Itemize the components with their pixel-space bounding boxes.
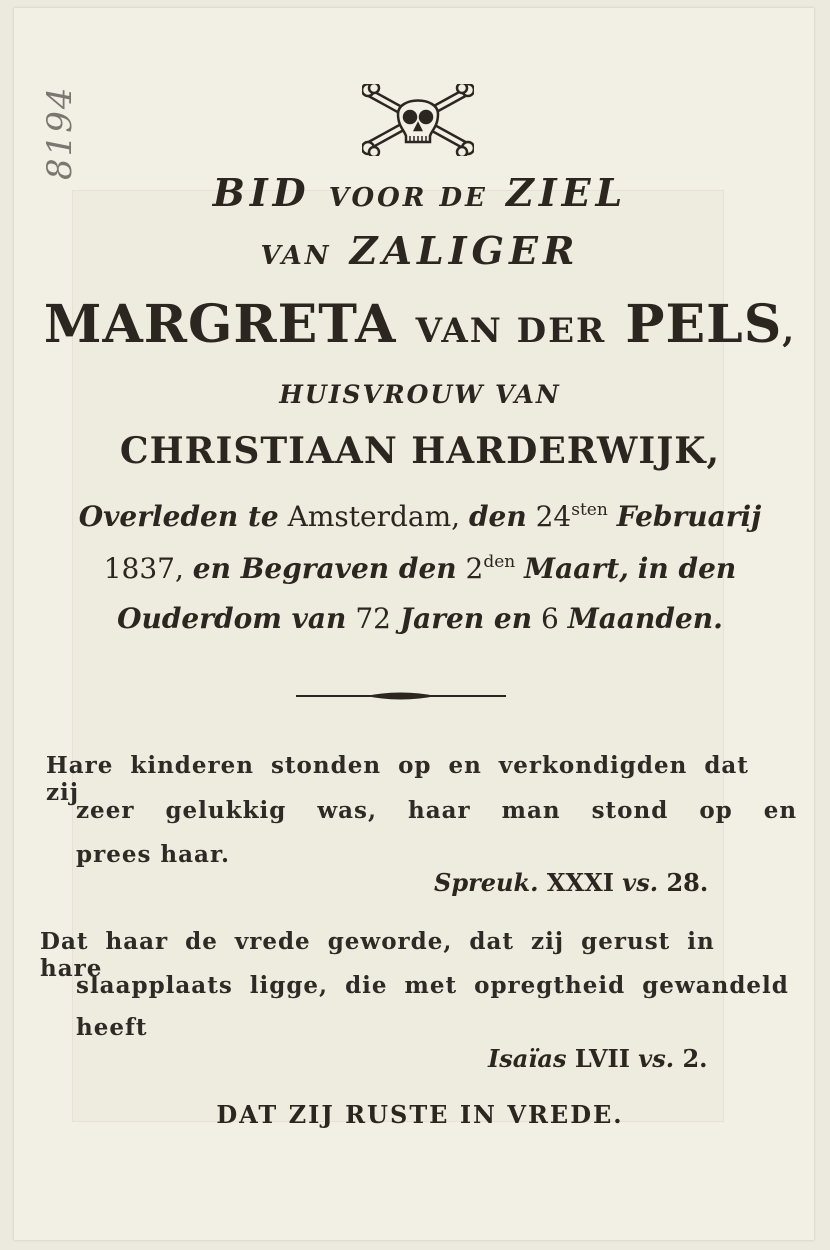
heading-zaliger: ZALIGER [349, 228, 580, 273]
age-years-label: Jaren en [399, 602, 533, 635]
name-first: MARGRETA [43, 294, 397, 355]
ref-1-chapter: XXXI [546, 868, 614, 897]
died-label: Overleden te [78, 500, 279, 533]
skull-and-crossbones-icon [362, 84, 474, 156]
name-last: PELS [625, 294, 783, 355]
heading-line-1 [20, 170, 820, 215]
heading-line-2 [20, 228, 820, 273]
in-den: in den [637, 552, 737, 585]
verse-2-line-1: Dat haar de vrede geworde, dat zij gerust in hare [40, 928, 715, 982]
heading-ziel: ZIEL [506, 170, 628, 215]
burial-day: 2 [465, 552, 484, 585]
burial-day-suffix: den [483, 552, 516, 572]
catalog-number: 8194 [40, 85, 80, 180]
ref-2-vs: vs. [638, 1044, 675, 1073]
heading-voor-de: VOOR DE [328, 183, 488, 213]
age-months: 6 [541, 602, 559, 635]
heading-bid: BID [212, 170, 311, 215]
ref-2-book: Isaïas [488, 1044, 567, 1073]
age-line [20, 602, 820, 635]
role-line: HUISVROUW VAN [279, 380, 561, 409]
ref-2-verse: 2. [682, 1044, 708, 1073]
name-particle: VAN DER [415, 311, 607, 351]
ref-2-chapter: LVII [574, 1044, 630, 1073]
death-day-suffix: sten [571, 500, 608, 520]
burial-month: Maart, [524, 552, 629, 585]
death-year: 1837, [103, 552, 184, 585]
burial-line [20, 552, 820, 585]
heading-van: VAN [260, 241, 332, 271]
death-line [20, 500, 820, 533]
verse-2-line-3: heeft [76, 1014, 148, 1041]
ref-1-vs: vs. [622, 868, 659, 897]
deceased-name [20, 294, 820, 355]
den-word: den [468, 500, 527, 533]
age-years: 72 [355, 602, 391, 635]
buried-label: en Begraven den [192, 552, 457, 585]
verse-2-line-2: slaapplaats ligge, die met opregtheid gewandeld [76, 972, 789, 999]
verse-1-reference [434, 868, 708, 897]
verse-1-line-3: prees haar. [76, 841, 230, 868]
name-comma: , [782, 311, 797, 351]
verse-1-line-2: zeer gelukkig was, haar man stond op en [76, 797, 798, 824]
death-month: Februarij [616, 500, 762, 533]
ornamental-divider [296, 688, 506, 704]
verse-1-line-1: Hare kinderen stonden op en verkondigden dat zij [46, 752, 749, 806]
ref-1-book: Spreuk. [434, 868, 539, 897]
death-day: 24 [535, 500, 572, 533]
husband-name: CHRISTIAAN HARDERWIJK, [119, 430, 721, 472]
closing-line: DAT ZIJ RUSTE IN VREDE. [216, 1100, 624, 1129]
death-place: Amsterdam, [287, 500, 461, 533]
ref-1-verse: 28. [666, 868, 709, 897]
verse-2-reference [488, 1044, 708, 1073]
age-months-label: Maanden. [567, 602, 723, 635]
age-label: Ouderdom van [117, 602, 347, 635]
